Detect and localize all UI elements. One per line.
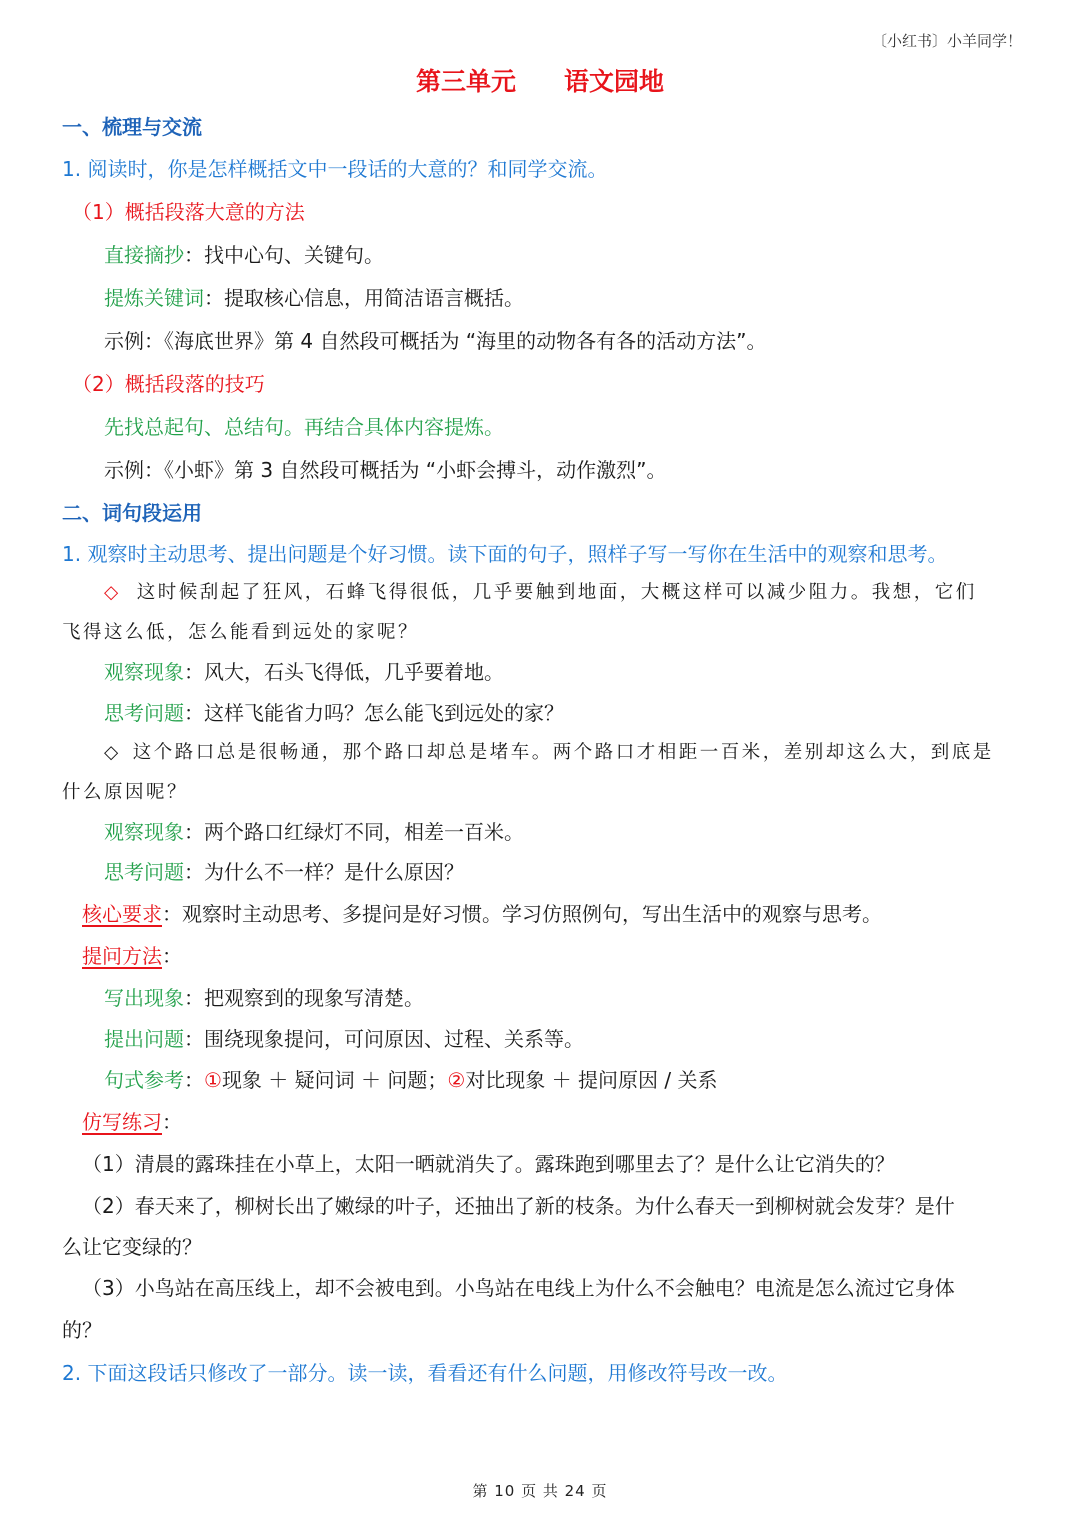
observe-1	[104, 656, 504, 685]
section-heading-2: 二、词句段运用	[62, 501, 202, 525]
pattern-part-2: 对比现象 ＋ 提问原因 / 关系	[465, 1068, 718, 1092]
practice-3-line-1: （3）小鸟站在高压线上，却不会被电到。小鸟站在电线上为什么不会触电？电流是怎么流过它身体	[82, 1276, 955, 1300]
sentence-pattern-colon: ：	[184, 1068, 204, 1092]
sentence-pattern	[104, 1064, 717, 1093]
ask-question-label: 提出问题	[104, 1027, 184, 1051]
subheading-tips: （2）概括段落的技巧	[72, 372, 265, 396]
section-heading-1: 一、梳理与交流	[62, 115, 202, 139]
core-text: ：观察时主动思考、多提问是好习惯。学习仿照例句，写出生活中的观察与思考。	[162, 902, 882, 926]
think-2-text: ：为什么不一样？是什么原因？	[184, 860, 464, 884]
ask-question-text: ：围绕现象提问，可问原因、过程、关系等。	[184, 1027, 584, 1051]
think-1	[104, 697, 564, 726]
circled-two: ②	[447, 1068, 466, 1092]
observe-1-text: ：风大，石头飞得低，几乎要着地。	[184, 660, 504, 684]
core-label: 核心要求	[82, 902, 162, 926]
method-label: 提问方法	[82, 944, 162, 968]
circled-one: ①	[204, 1068, 222, 1092]
write-phenomenon-label: 写出现象	[104, 986, 184, 1010]
question-method	[82, 940, 182, 969]
observe-2-text: ：两个路口红绿灯不同，相差一百米。	[184, 820, 524, 844]
sentence-1-text-1: 这时候刮起了狂风，石蜂飞得很低，几乎要触到地面，大概这样可以减少阻力。我想，它们	[136, 582, 977, 603]
practice-1: （1）清晨的露珠挂在小草上，太阳一晒就消失了。露珠跑到哪里去了？是什么让它消失的？	[82, 1152, 895, 1176]
sentence-pattern-label: 句式参考	[104, 1068, 184, 1092]
page-title	[0, 62, 1080, 98]
write-phenomenon	[104, 982, 424, 1011]
tip-text: 先找总起句、总结句。再结合具体内容提炼。	[104, 415, 504, 439]
method-keywords	[104, 282, 524, 311]
think-1-label: 思考问题	[104, 701, 184, 725]
practice-3-line-2: 的？	[62, 1318, 102, 1342]
core-requirement	[82, 898, 882, 927]
sentence-2-text-1: 这个路口总是很畅通，那个路口却总是堵车。两个路口才相距一百米，差别却这么大，到底是	[132, 742, 994, 763]
practice-label: 仿写练习	[82, 1110, 162, 1134]
title-name: 语文园地	[564, 67, 665, 96]
sentence-2-line-2: 什么原因呢？	[62, 782, 189, 803]
brand-watermark: 〔小红书〕小羊同学！	[871, 32, 1022, 50]
method-keywords-label: 提炼关键词	[104, 286, 204, 310]
method-direct-text: ：找中心句、关键句。	[184, 243, 384, 267]
title-unit: 第三单元	[415, 67, 516, 96]
practice-2-line-1: （2）春天来了，柳树长出了嫩绿的叶子，还抽出了新的枝条。为什么春天一到柳树就会发芽？是什	[82, 1194, 955, 1218]
method-keywords-text: ：提取核心信息，用简洁语言概括。	[204, 286, 524, 310]
sentence-1-line-2: 飞得这么低，怎么能看到远处的家呢？	[62, 622, 420, 643]
observe-1-label: 观察现象	[104, 660, 184, 684]
diamond-icon: ◇	[104, 742, 121, 763]
method-direct-label: 直接摘抄	[104, 243, 184, 267]
sentence-1-line-1	[104, 578, 977, 604]
subheading-method: （1）概括段落大意的方法	[72, 200, 305, 224]
think-1-text: ：这样飞能省力吗？怎么能飞到远处的家？	[184, 701, 564, 725]
example-1: 示例：《海底世界》第 4 自然段可概括为 “海里的动物各有各的活动方法”。	[104, 329, 767, 353]
sentence-2-line-1	[104, 738, 994, 764]
example-2: 示例：《小虾》第 3 自然段可概括为 “小虾会搏斗，动作激烈”。	[104, 458, 667, 482]
think-2	[104, 856, 464, 885]
observe-2-label: 观察现象	[104, 820, 184, 844]
ask-question	[104, 1023, 584, 1052]
observe-2	[104, 816, 524, 845]
practice-colon: ：	[162, 1110, 182, 1134]
method-direct	[104, 239, 384, 268]
question-2-1: 1. 观察时主动思考、提出问题是个好习惯。读下面的句子，照样子写一写你在生活中的观察和思考。	[62, 542, 948, 566]
think-2-label: 思考问题	[104, 860, 184, 884]
write-phenomenon-text: ：把观察到的现象写清楚。	[184, 986, 424, 1010]
diamond-icon: ◇	[104, 582, 121, 603]
practice-heading	[82, 1106, 182, 1135]
pattern-part-1: 现象 ＋ 疑问词 ＋ 问题；	[221, 1068, 448, 1092]
practice-2-line-2: 么让它变绿的？	[62, 1235, 202, 1259]
page-number: 第 10 页 共 24 页	[472, 1482, 608, 1500]
method-colon: ：	[162, 944, 182, 968]
question-1-1: 1. 阅读时，你是怎样概括文中一段话的大意的？和同学交流。	[62, 157, 608, 181]
question-2-2: 2. 下面这段话只修改了一部分。读一读，看看还有什么问题，用修改符号改一改。	[62, 1361, 788, 1385]
